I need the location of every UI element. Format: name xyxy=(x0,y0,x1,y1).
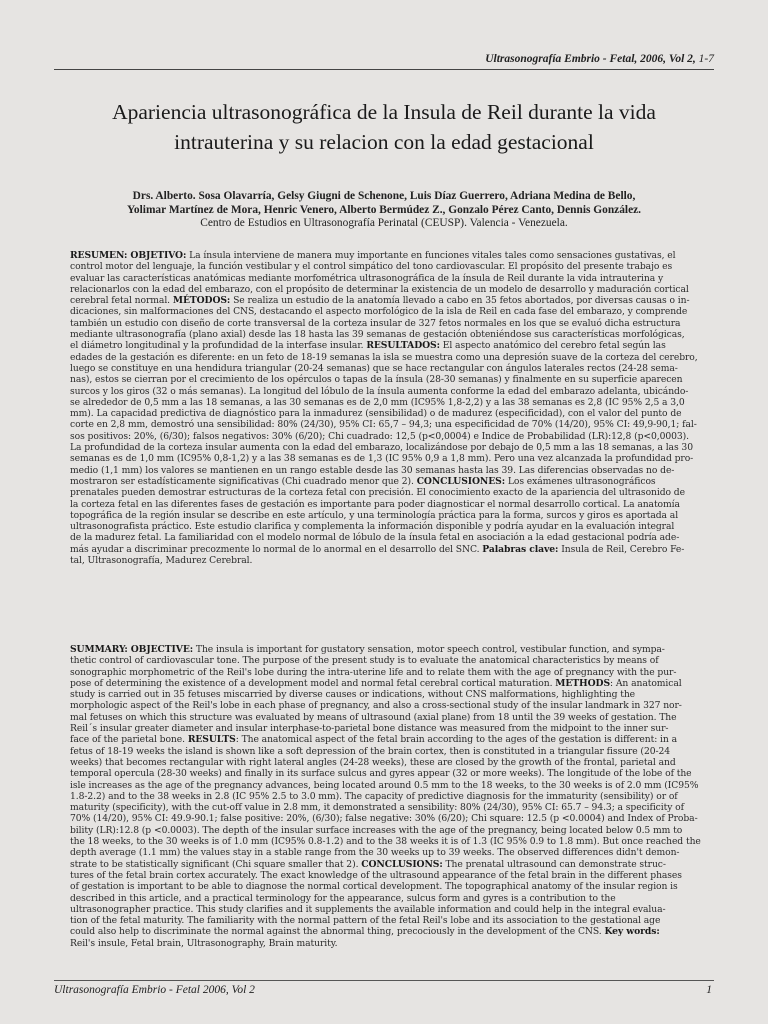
abstract-line xyxy=(70,284,698,295)
section-label: RESUMEN: OBJETIVO: xyxy=(70,250,187,261)
line-text: The prenatal ultrasound can demonstrate struc- xyxy=(442,858,666,870)
line-text: semanas es de 1,0 mm (IC95% 0,8-1,2) y a las 38 semanas es de 1,3 (IC 95% 0,9 a 1,8 mm). Pero una vez alcanzada la profundidad pro- xyxy=(70,453,694,465)
abstract-line xyxy=(70,499,698,510)
abstract-line xyxy=(70,802,698,813)
abstract-line xyxy=(70,329,698,340)
institution: Centro de Estudios en Ultrasonografía Perinatal (CEUSP). Valencia - Venezuela. xyxy=(200,217,568,229)
abstract-line xyxy=(70,938,698,949)
line-text: thetic control of cardiovascular tone. The purpose of the present study is to evaluate the anatomical characteristics by means of xyxy=(70,655,659,667)
section-label: CONCLUSIONS: xyxy=(361,858,443,870)
abstract-line xyxy=(70,363,698,374)
abstract-line xyxy=(70,352,698,363)
line-text: isle increases as the age of the pregnancy advances, being located around 0.5 mm to the 18 weeks, to the 30 weeks is of 2.0 mm (IC95% xyxy=(70,779,699,791)
line-text: tures of the fetal brain cortex accurately. The exact knowledge of the ultrasound appearance of the fetal brain in the different phases xyxy=(70,869,682,881)
line-text: maturity (specificity), with the cut-off value in 2.8 mm, it demonstrated a sensibility: 80% (24/30), 95% CI: 65.7 – 94.3; a specificity of xyxy=(70,802,684,814)
abstract-line xyxy=(70,825,698,836)
abstract-line xyxy=(70,261,698,272)
abstract-line xyxy=(70,397,698,408)
running-head: Ultrasonografía Embrio - Fetal, 2006, Vol 2, 1-7 xyxy=(485,53,714,65)
abstract-line xyxy=(70,712,698,723)
line-text: El aspecto anatómico del cerebro fetal según las xyxy=(439,340,666,352)
line-text: of gestation is important to be able to diagnose the normal cortical development. The topographical anatomy of the insular region is xyxy=(70,881,678,893)
abstract-line xyxy=(70,386,698,397)
line-text: 70% (14/20), 95% CI: 49.9-90.1; false positive: 20%, (6/30); false negative: 30% (6/20); Chi square: 12.5 (p <0.0004) and Index of Proba- xyxy=(70,813,698,825)
abstract-line xyxy=(70,780,698,791)
abstract-line xyxy=(70,442,698,453)
line-text: : The anatomical aspect of the fetal brain according to the ages of the gestation is different: in a xyxy=(235,734,677,746)
abstract-line xyxy=(70,476,698,487)
abstract-line xyxy=(70,700,698,711)
section-label: SUMMARY: OBJECTIVE: xyxy=(70,644,194,655)
abstract-line xyxy=(70,667,698,678)
line-text: más ayudar a discriminar precozmente lo normal de lo anormal en el desarrollo del SNC. xyxy=(70,543,483,555)
abstract-line xyxy=(70,881,698,892)
line-text: temporal opercula (28-30 weeks) and finally in its surface sulcus and gyres appear (32 or more weeks). The longitude of the lobe of the xyxy=(70,768,692,780)
abstract-line xyxy=(70,273,698,284)
abstract-line xyxy=(70,904,698,915)
section-label: Palabras clave: xyxy=(482,543,559,555)
title-line: intrauterina y su relacion con la edad gestacional xyxy=(174,130,594,154)
line-text: Se realiza un estudio de la anatomía llevado a cabo en 35 fetos abortados, por diversas causas o in- xyxy=(230,295,690,307)
abstract-line xyxy=(70,678,698,689)
line-text: bility (LR):12.8 (p <0.0003). The depth of the insular surface increases with the age of the pregnancy, being located below 0.5 mm to xyxy=(70,824,683,836)
title-line: Apariencia ultrasonográfica de la Insula de Reil durante la vida xyxy=(112,100,656,124)
line-text: La ínsula interviene de manera muy importante en funciones vitales tales como sensaciones gustativas, el xyxy=(186,250,676,261)
abstract-line xyxy=(70,893,698,904)
abstract-line xyxy=(70,813,698,824)
line-text: corte en 2,8 mm, demostró una sensibilidad: 80% (24/30), 95% CI: 65,7 – 94,3; una especificidad de 70% (14/20), 95% CI: 49,9-90,1; fal- xyxy=(70,419,697,431)
abstract-line xyxy=(70,655,698,666)
line-text: Insula de Reil, Cerebro Fe- xyxy=(558,543,685,555)
author-block xyxy=(54,190,714,231)
abstract-line xyxy=(70,915,698,926)
line-text: mediante ultrasonografía (plano axial) desde las 18 hasta las 39 semanas de gestación obteniéndose sus características morfológicas, xyxy=(70,329,685,341)
abstract-line xyxy=(70,859,698,870)
abstract-line xyxy=(70,734,698,745)
abstract-line xyxy=(70,453,698,464)
page-number: 1 xyxy=(706,984,712,996)
authors-line: Yolimar Martínez de Mora, Henric Venero, Alberto Bermúdez Z., Gonzalo Pérez Canto, Dennis González. xyxy=(126,203,642,216)
line-text: sonographic morphometric of the Reil's lobe during the intra-uterine life and to relate them with the age of pregnancy with the pur- xyxy=(70,666,677,678)
section-label: MÉTODOS: xyxy=(172,295,231,307)
line-text: el diámetro longitudinal y la profundidad de la interfase insular. xyxy=(70,340,367,352)
page-range: 1-7 xyxy=(698,53,714,65)
abstract-line xyxy=(70,689,698,700)
line-text: 1.8-2.2) and to the 38 weeks in 2.8 (IC 95% 2.5 to 3.0 mm). The capacity of predictive diagnosis for the immaturity (sensibility) or of xyxy=(70,790,678,802)
footer-journal: Ultrasonografía Embrio - Fetal 2006, Vol 2 xyxy=(54,984,255,996)
abstract-line xyxy=(70,791,698,802)
line-text: described in this article, and a practical terminology for the appearance, sulcus form and gyres is a contribution to the xyxy=(70,892,616,904)
abstract-line xyxy=(70,746,698,757)
line-text: tal, Ultrasonografía, Madurez Cerebral. xyxy=(70,555,253,567)
abstract-line xyxy=(70,419,698,430)
section-label: CONCLUSIONES: xyxy=(416,475,506,487)
line-text: weeks) that becomes rectangular with right lateral angles (24-28 weeks), these are closed by the growth of the frontal, parietal and xyxy=(70,756,676,768)
abstract-line xyxy=(70,555,698,566)
line-text: ultrasonographer practice. This study clarifies and it supplements the available information and could help in the integral evalua- xyxy=(70,903,666,915)
line-text: study is carried out in 35 fetuses miscarried by diverse causes or indications, without CNS malformations, highlighting the xyxy=(70,689,636,701)
line-text: dicaciones, sin malformaciones del CNS, destacando el aspecto morfológico de la isla de Reil en cada fase del embarazo, y comprende xyxy=(70,306,688,318)
line-text: fetus of 18-19 weeks the island is shown like a soft depression of the brain cortex, then is constituted in a triangular fissure (20-24 xyxy=(70,745,671,757)
line-text: la corteza fetal en las diferentes fases de gestación es importante para poder diagnosticar el normal desarrollo cortical. La anatomía xyxy=(70,498,680,510)
line-text: relacionarlos con la edad del embarazo, con el propósito de determinar la existencia de un modelo de desarrollo y maduración cortical xyxy=(70,283,689,295)
line-text: topográfica de la región insular se describe en este artículo, y una terminología práctica para la forma, surcos y giros es aportada al xyxy=(70,509,679,521)
abstract-line xyxy=(70,465,698,476)
line-text: medio (1,1 mm) los valores se mantienen en un rango estable desde las 30 semanas hasta las 39. Las diferencias observadas no de- xyxy=(70,464,675,476)
abstract-line xyxy=(70,295,698,306)
line-text: face of the parietal bone. xyxy=(70,734,188,746)
abstract-line xyxy=(70,836,701,848)
line-text: mostraron ser estadísticamente significativas (Chi cuadrado menor que 2). xyxy=(70,475,417,487)
line-text: edades de la gestación es diferente: en un feto de 18-19 semanas la isla se muestra como una depresión suave de la corteza del cerebro, xyxy=(70,351,698,363)
line-text: nas), estos se cierran por el crecimiento de los opérculos o tapas de la ínsula (28-30 semanas) y finalmente en su superficie aparecen xyxy=(70,374,683,386)
line-text: sos positivos: 20%, (6/30); falsos negativos: 30% (6/20); Chi cuadrado: 12,5 (p<0,0004) e Indice de Probabilidad (LR):12,8 (p<0,0003). xyxy=(70,430,690,442)
line-text: evaluar las características anatómicas mediante morfométrica ultrasonográfica de la ínsula de Reil durante la vida intrauterina y xyxy=(70,272,664,284)
footer-rule xyxy=(54,980,714,981)
line-text: cerebral fetal normal. xyxy=(70,295,173,307)
abstract-line xyxy=(70,431,698,442)
summary-abstract xyxy=(70,644,701,949)
section-label: RESULTADOS: xyxy=(366,340,440,352)
abstract-line xyxy=(70,340,698,351)
abstract-line xyxy=(70,318,698,329)
line-text: Reil's insule, Fetal brain, Ultrasonography, Brain maturity. xyxy=(70,937,338,949)
article-title xyxy=(54,97,714,157)
line-text: luego se constituye en una hendidura triangular (20-24 semanas) que se hace rectangular con ángulos laterales rectos (24-28 sema- xyxy=(70,362,678,374)
line-text: ultrasonografista práctico. Este estudio clarifica y complementa la información disponible y podría ayudar en la evaluación integral xyxy=(70,521,675,533)
abstract-line xyxy=(70,374,698,385)
section-label: Key words: xyxy=(604,926,660,938)
line-text: surcos y los giros (32 o más semanas). La longitud del lóbulo de la ínsula aumenta conforme la edad del embarazo adelanta, ubicándo- xyxy=(70,385,689,397)
line-text: could also help to discriminate the normal against the abnormal thing, precociously in the development of the CNS. xyxy=(70,926,605,938)
line-text: Los exámenes ultrasonográficos xyxy=(505,475,656,487)
line-text: mm). La capacidad predictiva de diagnóstico para la inmadurez (sensibilidad) o de madurez (especificidad), con el valor del punto de xyxy=(70,408,682,420)
abstract-line xyxy=(70,544,698,555)
line-text: también un estudio con diseño de corte transversal de la corteza insular de 327 fetos normales en los que se evaluó dicha estructura xyxy=(70,317,681,329)
line-text: depth average (1.1 mm) the values stay in a stable range from the 30 weeks up to 39 weeks. The observed differences didn't demon- xyxy=(70,847,680,859)
line-text: tion of the fetal maturity. The familiarity with the normal pattern of the fetal Reil's lobe and its association to the gestational age xyxy=(70,915,661,927)
abstract-line xyxy=(70,521,698,532)
line-text: The insula is important for gustatory sensation, motor speech control, vestibular function, and sympa- xyxy=(193,644,665,655)
resumen-abstract xyxy=(70,250,698,566)
line-text: prenatales pueden demostrar estructuras de la corteza fetal con precisión. El conocimiento exacto de la apariencia del ultrasonido de xyxy=(70,487,685,499)
abstract-line xyxy=(70,487,698,498)
abstract-line xyxy=(70,723,698,734)
abstract-line xyxy=(70,926,698,937)
section-label: RESULTS xyxy=(187,734,236,746)
section-label: METHODS xyxy=(555,677,611,689)
line-text: mal fetuses on which this structure was evaluated by means of ultrasound (axial plane) from 18 until the 39 weeks of gestation. The xyxy=(70,711,677,723)
abstract-line xyxy=(70,847,698,858)
line-text: morphologic aspect of the Reil's lobe in each phase of pregnancy, and also a cross-sectional study of the insular landmark in 327 nor- xyxy=(70,700,682,712)
line-text: pose of determining the existence of a development model and normal fetal cerebral cortical maturation. xyxy=(70,677,556,689)
header-rule xyxy=(54,69,714,70)
abstract-line xyxy=(70,306,698,317)
line-text: se alrededor de 0,5 mm a las 18 semanas, a las 30 semanas es de 2,0 mm (IC95% 1,8-2,2) y a las 38 semanas es 2,8 (IC 95% 2,5 a 3,0 xyxy=(70,396,685,408)
line-text: La profundidad de la corteza insular aumenta con la edad del embarazo, localizándose por debajo de 0,5 mm a las 18 semanas, a las 30 xyxy=(70,442,693,454)
line-text: : An anatomical xyxy=(610,677,682,689)
line-text: control motor del lenguaje, la función vestibular y el control simpático del tono cardiovascular. El propósito del presente trabajo es xyxy=(70,261,673,273)
abstract-line xyxy=(70,644,698,655)
abstract-line xyxy=(70,250,698,261)
line-text: de la madurez fetal. La familiaridad con el modelo normal de lóbulo de la ínsula fetal en asociación a la edad gestacional podría ade- xyxy=(70,532,680,544)
abstract-line xyxy=(70,870,698,881)
journal-citation: Ultrasonografía Embrio - Fetal, 2006, Vol 2 xyxy=(485,53,693,65)
abstract-line xyxy=(70,532,698,543)
abstract-line xyxy=(70,757,698,768)
abstract-line xyxy=(70,510,698,521)
abstract-line xyxy=(70,408,698,419)
line-text: the 18 weeks, to the 30 weeks is of 1.0 mm (IC95% 0.8-1.2) and to the 38 weeks it is of 1.3 (IC 95% 0.9 to 1.8 mm). But once reached the xyxy=(70,836,701,848)
abstract-line xyxy=(70,768,698,779)
authors-line: Drs. Alberto. Sosa Olavarría, Gelsy Giugni de Schenone, Luis Díaz Guerrero, Adriana Medina de Bello, xyxy=(132,190,636,202)
line-text: Reil´s insular greater diameter and insular interphase-to-parietal bone distance was measured from the midpoint to the inner sur- xyxy=(70,723,669,735)
line-text: strate to be statistically significant (Chi square smaller that 2). xyxy=(70,858,362,870)
